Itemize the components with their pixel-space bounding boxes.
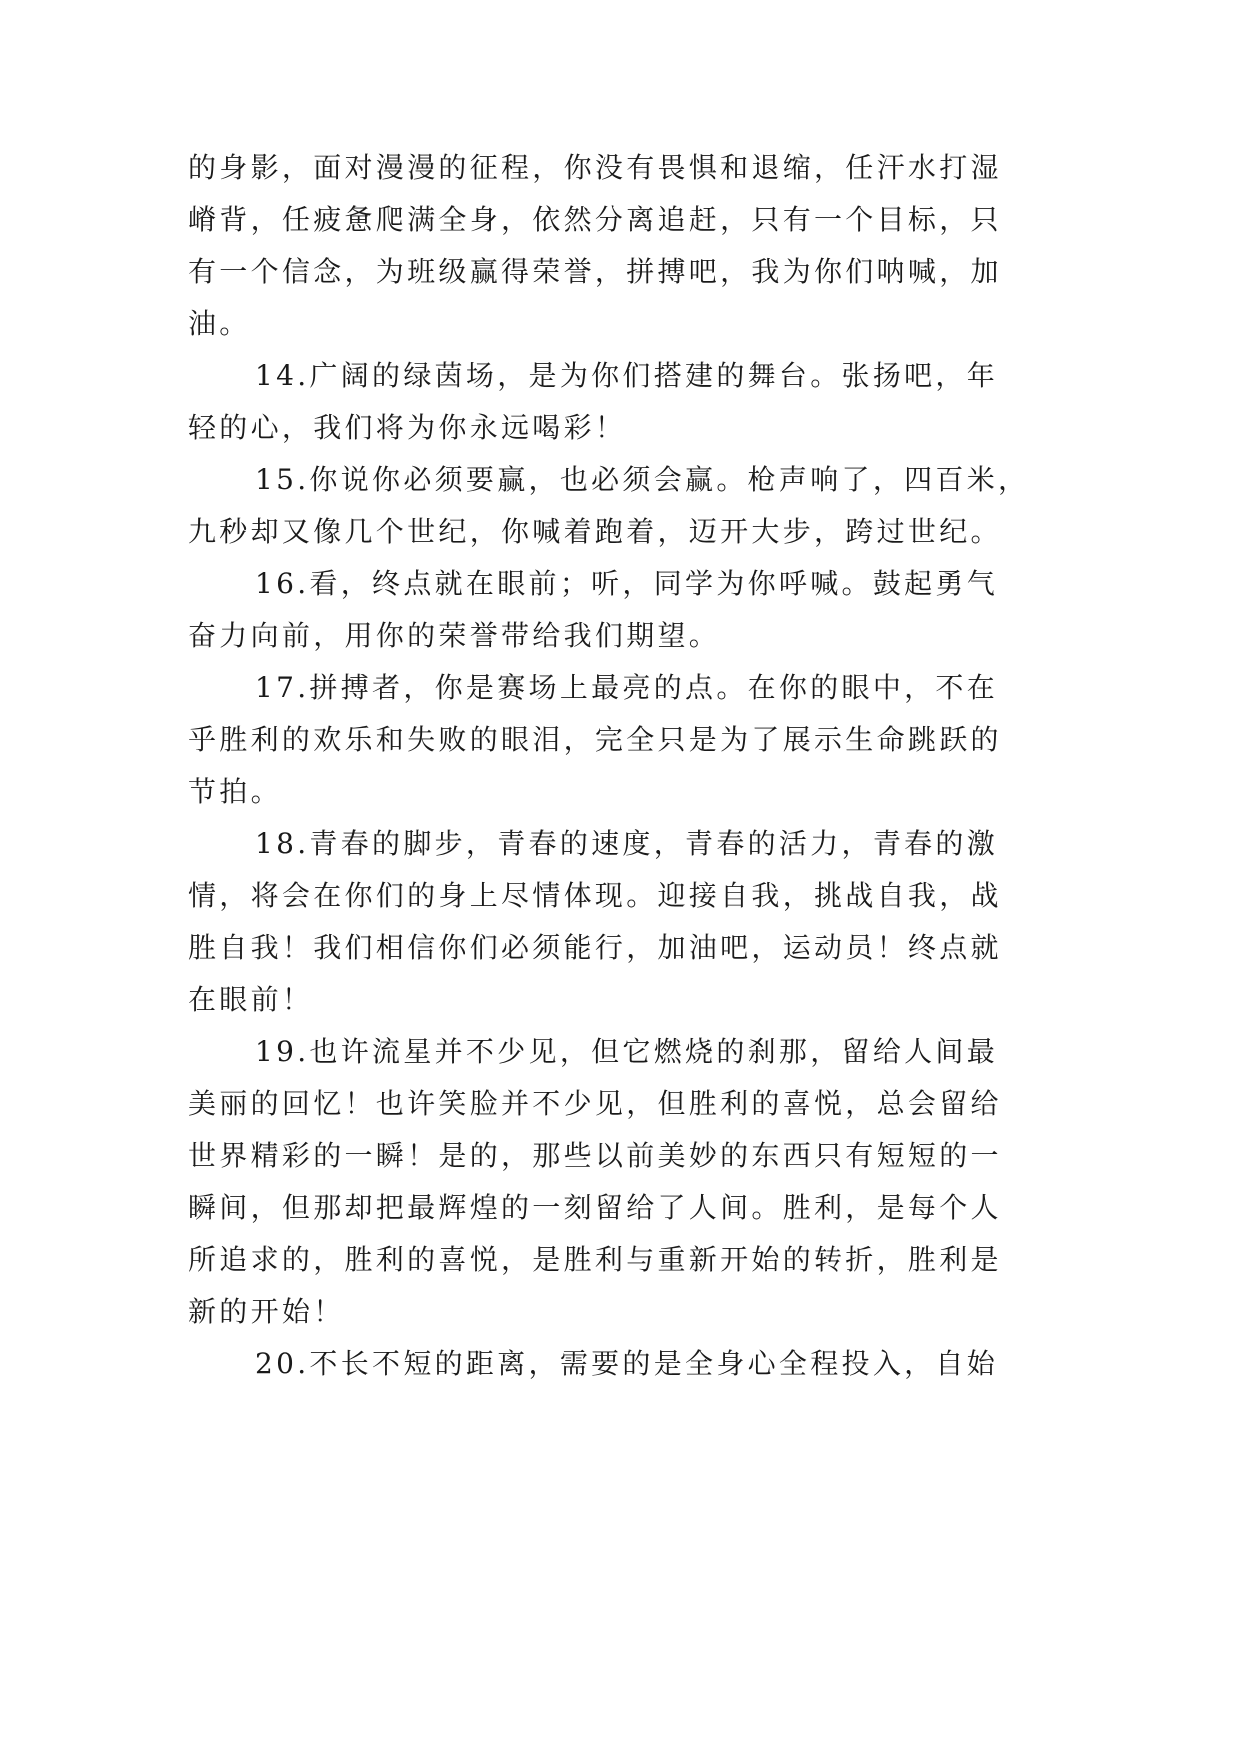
paragraph-19-start: 19.也许流星并不少见，但它燃烧的刹那，留给人间最 xyxy=(255,1035,999,1068)
paragraph-18-start: 18.青春的脚步，青春的速度，青春的活力，青春的激 xyxy=(255,827,999,860)
text-line: 情，将会在你们的身上尽情体现。迎接自我，挑战自我，战 xyxy=(188,879,1002,912)
text-line: 在眼前！ xyxy=(188,983,314,1016)
paragraph-20-start: 20.不长不短的距离，需要的是全身心全程投入，自始 xyxy=(255,1347,999,1380)
text-line: 节拍。 xyxy=(188,775,282,808)
text-line: 新的开始！ xyxy=(188,1295,345,1328)
text-line: 美丽的回忆！也许笑脸并不少见，但胜利的喜悦，总会留给 xyxy=(188,1087,1002,1120)
text-line: 胜自我！我们相信你们必须能行，加油吧，运动员！终点就 xyxy=(188,931,1002,964)
paragraph-17-start: 17.拼搏者，你是赛场上最亮的点。在你的眼中，不在 xyxy=(255,671,999,704)
text-line: 瞬间，但那却把最辉煌的一刻留给了人间。胜利，是每个人 xyxy=(188,1191,1002,1224)
text-line: 有一个信念，为班级赢得荣誉，拼搏吧，我为你们呐喊，加 xyxy=(188,255,1002,288)
text-line: 的身影，面对漫漫的征程，你没有畏惧和退缩，任汗水打湿 xyxy=(188,151,1002,184)
text-line: 九秒却又像几个世纪，你喊着跑着，迈开大步，跨过世纪。 xyxy=(188,515,1002,548)
text-line: 油。 xyxy=(188,307,251,340)
text-line: 轻的心，我们将为你永远喝彩！ xyxy=(188,411,627,444)
text-line: 乎胜利的欢乐和失败的眼泪，完全只是为了展示生命跳跃的 xyxy=(188,723,1002,756)
text-line: 嵴背，任疲惫爬满全身，依然分离追赶，只有一个目标，只 xyxy=(188,203,1002,236)
paragraph-16-start: 16.看，终点就在眼前；听，同学为你呼喊。鼓起勇气 xyxy=(255,567,999,600)
text-line: 所追求的，胜利的喜悦，是胜利与重新开始的转折，胜利是 xyxy=(188,1243,1002,1276)
text-line: 奋力向前，用你的荣誉带给我们期望。 xyxy=(188,619,721,652)
paragraph-14-start: 14.广阔的绿茵场，是为你们搭建的舞台。张扬吧，年 xyxy=(255,359,999,392)
text-line: 世界精彩的一瞬！是的，那些以前美妙的东西只有短短的一 xyxy=(188,1139,1002,1172)
paragraph-15-start: 15.你说你必须要赢，也必须会赢。枪声响了，四百米， xyxy=(255,463,1030,496)
